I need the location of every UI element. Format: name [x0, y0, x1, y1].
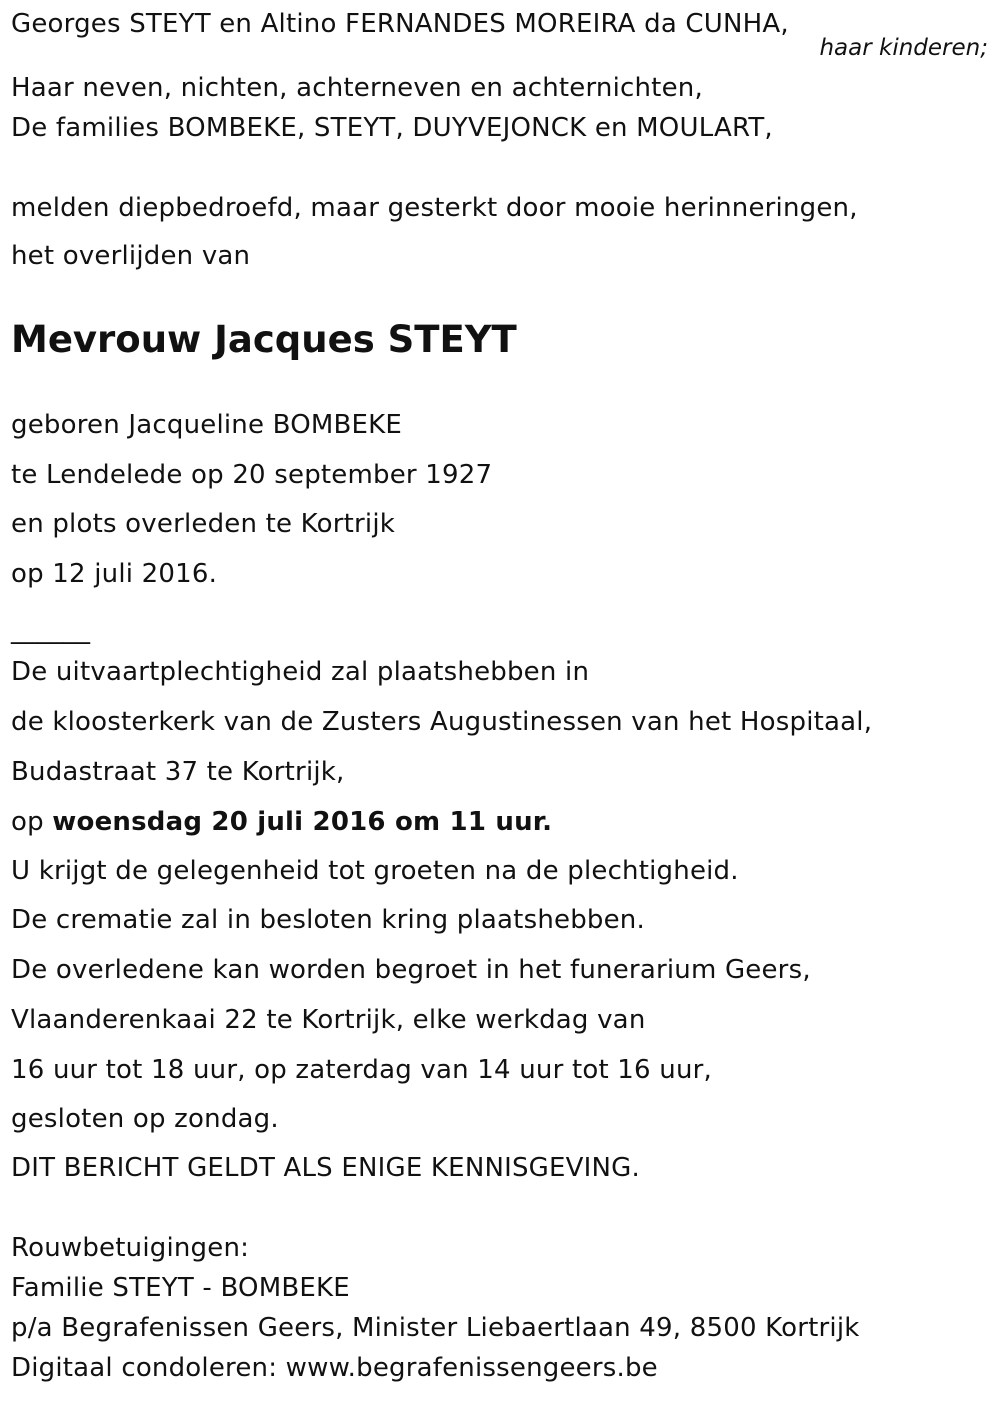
families-line: De families BOMBEKE, STEYT, DUYVEJONCK en MOULART,: [11, 113, 773, 143]
ceremony-line-2: de kloosterkerk van de Zusters Augustinessen van het Hospitaal,: [11, 707, 873, 737]
ceremony-date: woensdag 20 juli 2016 om 11 uur.: [52, 807, 553, 837]
children-role: haar kinderen;: [819, 35, 988, 61]
ceremony-line-3: Budastraat 37 te Kortrijk,: [11, 757, 345, 787]
announcement-line-2: het overlijden van: [11, 241, 251, 271]
ceremony-line-8: Vlaanderenkaai 22 te Kortrijk, elke werkdag van: [11, 1005, 646, 1035]
ceremony-date-line: [11, 806, 552, 838]
relatives-line: Haar neven, nichten, achterneven en achternichten,: [11, 73, 703, 103]
ceremony-line-6: De crematie zal in besloten kring plaatshebben.: [11, 905, 645, 935]
condolences-online: Digitaal condoleren: www.begrafenissengeers.be: [11, 1353, 658, 1383]
birth-info: te Lendelede op 20 september 1927: [11, 460, 493, 490]
condolences-family: Familie STEYT - BOMBEKE: [11, 1273, 350, 1303]
ceremony-line-5: U krijgt de gelegenheid tot groeten na de plechtigheid.: [11, 856, 739, 886]
condolences-address: p/a Begrafenissen Geers, Minister Liebaertlaan 49, 8500 Kortrijk: [11, 1313, 860, 1343]
death-place: en plots overleden te Kortrijk: [11, 509, 396, 539]
born-name: geboren Jacqueline BOMBEKE: [11, 410, 403, 440]
ceremony-line-1: De uitvaartplechtigheid zal plaatshebben in: [11, 657, 590, 687]
condolences-heading: Rouwbetuigingen:: [11, 1233, 250, 1263]
ceremony-line-9: 16 uur tot 18 uur, op zaterdag van 14 uur tot 16 uur,: [11, 1055, 712, 1085]
death-date: op 12 juli 2016.: [11, 559, 218, 589]
ceremony-line-7: De overledene kan worden begroet in het funerarium Geers,: [11, 955, 811, 985]
ceremony-line-11: DIT BERICHT GELDT ALS ENIGE KENNISGEVING.: [11, 1153, 640, 1183]
announcement-line-1: melden diepbedroefd, maar gesterkt door mooie herinneringen,: [11, 193, 858, 223]
deceased-name: Mevrouw Jacques STEYT: [11, 318, 517, 361]
separator: ______: [11, 615, 91, 645]
ceremony-date-prefix: op: [11, 807, 53, 837]
children-names: Georges STEYT en Altino FERNANDES MOREIRA da CUNHA,: [11, 9, 789, 39]
ceremony-line-10: gesloten op zondag.: [11, 1104, 279, 1134]
